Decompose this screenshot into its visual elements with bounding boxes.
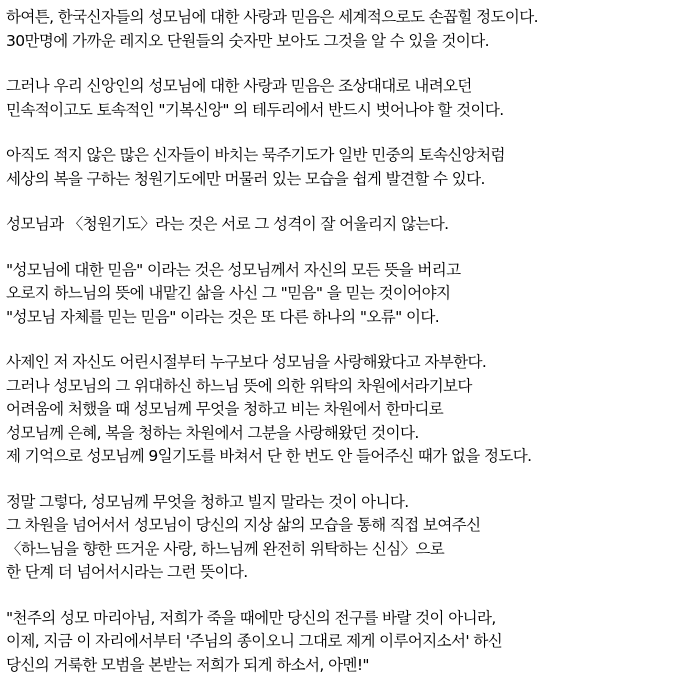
text-line: 한 단계 더 넘어서시라는 그런 뜻이다. [6,563,248,581]
paragraph [6,491,680,585]
text-line: 제 기억으로 성모님께 9일기도를 바쳐서 단 한 번도 안 들어주신 때가 없을 정도다. [6,447,532,465]
text-line: 그러나 우리 신앙인의 성모님에 대한 사랑과 믿음은 조상대대로 내려오던 [6,77,472,95]
text-line: "성모님 자체를 믿는 믿음" 이라는 것은 또 다른 하나의 "오류" 이다. [6,307,440,326]
text-line: 민속적이고도 토속적인 "기복신앙" 의 테두리에서 반드시 벗어나야 할 것이다. [6,100,504,119]
text-line: 어려움에 처했을 때 성모님께 무엇을 청하고 비는 차원에서 한마디로 [6,400,444,418]
text-line: 그 차원을 넘어서서 성모님이 당신의 지상 삶의 모습을 통해 직접 보여주신 [6,516,481,534]
text-line: 정말 그렇다, 성모님께 무엇을 청하고 빌지 말라는 것이 아니다. [6,492,409,511]
paragraph [6,6,680,53]
document-body [6,6,680,699]
text-line: "성모님에 대한 믿음" 이라는 것은 성모님께서 자신의 모든 뜻을 버리고 [6,260,461,279]
text-line: 성모님과 〈청원기도〉라는 것은 서로 그 성격이 잘 어울리지 않는다. [6,215,449,233]
text-line: 하여튼, 한국신자들의 성모님에 대한 사랑과 믿음은 세계적으로도 손꼽힐 정도이다. [6,8,538,26]
paragraph [6,144,680,191]
text-line: 그러나 성모님의 그 위대하신 하느님 뜻에 의한 위탁의 차원에서라기보다 [6,376,472,395]
text-line: 아직도 적지 않은 많은 신자들이 바치는 묵주기도가 일반 민중의 토속신앙처럼 [6,146,505,164]
paragraph [6,213,680,237]
text-line: 오로지 하느님의 뜻에 내맡긴 삶을 사신 그 "믿음" 을 믿는 것이어야지 [6,284,451,302]
text-line: 당신의 거룩한 모범을 본받는 저희가 되게 하소서, 아멘!" [6,655,369,674]
text-line: 30만명에 가까운 레지오 단원들의 숫자만 보아도 그것을 알 수 있을 것이다. [6,31,489,50]
text-line: 사제인 저 자신도 어린시절부터 누구보다 성모님을 사랑해왔다고 자부한다. [6,353,487,371]
text-line: 성모님께 은혜, 복을 청하는 차원에서 그분을 사랑해왔던 것이다. [6,423,419,442]
text-line: 〈하느님을 향한 뜨거운 사랑, 하느님께 완전히 위탁하는 신심〉으로 [6,539,445,558]
text-line: 세상의 복을 구하는 청원기도에만 머물러 있는 모습을 쉽게 발견할 수 있다. [6,169,485,188]
paragraph [6,75,680,122]
paragraph [6,259,680,330]
paragraph [6,351,680,469]
paragraph [6,607,680,678]
text-line: "천주의 성모 마리아님, 저희가 죽을 때에만 당신의 전구를 바랄 것이 아니라, [6,608,496,627]
text-line: 이제, 지금 이 자리에서부터 '주님의 종이오니 그대로 제게 이루어지소서' 하신 [6,632,503,650]
